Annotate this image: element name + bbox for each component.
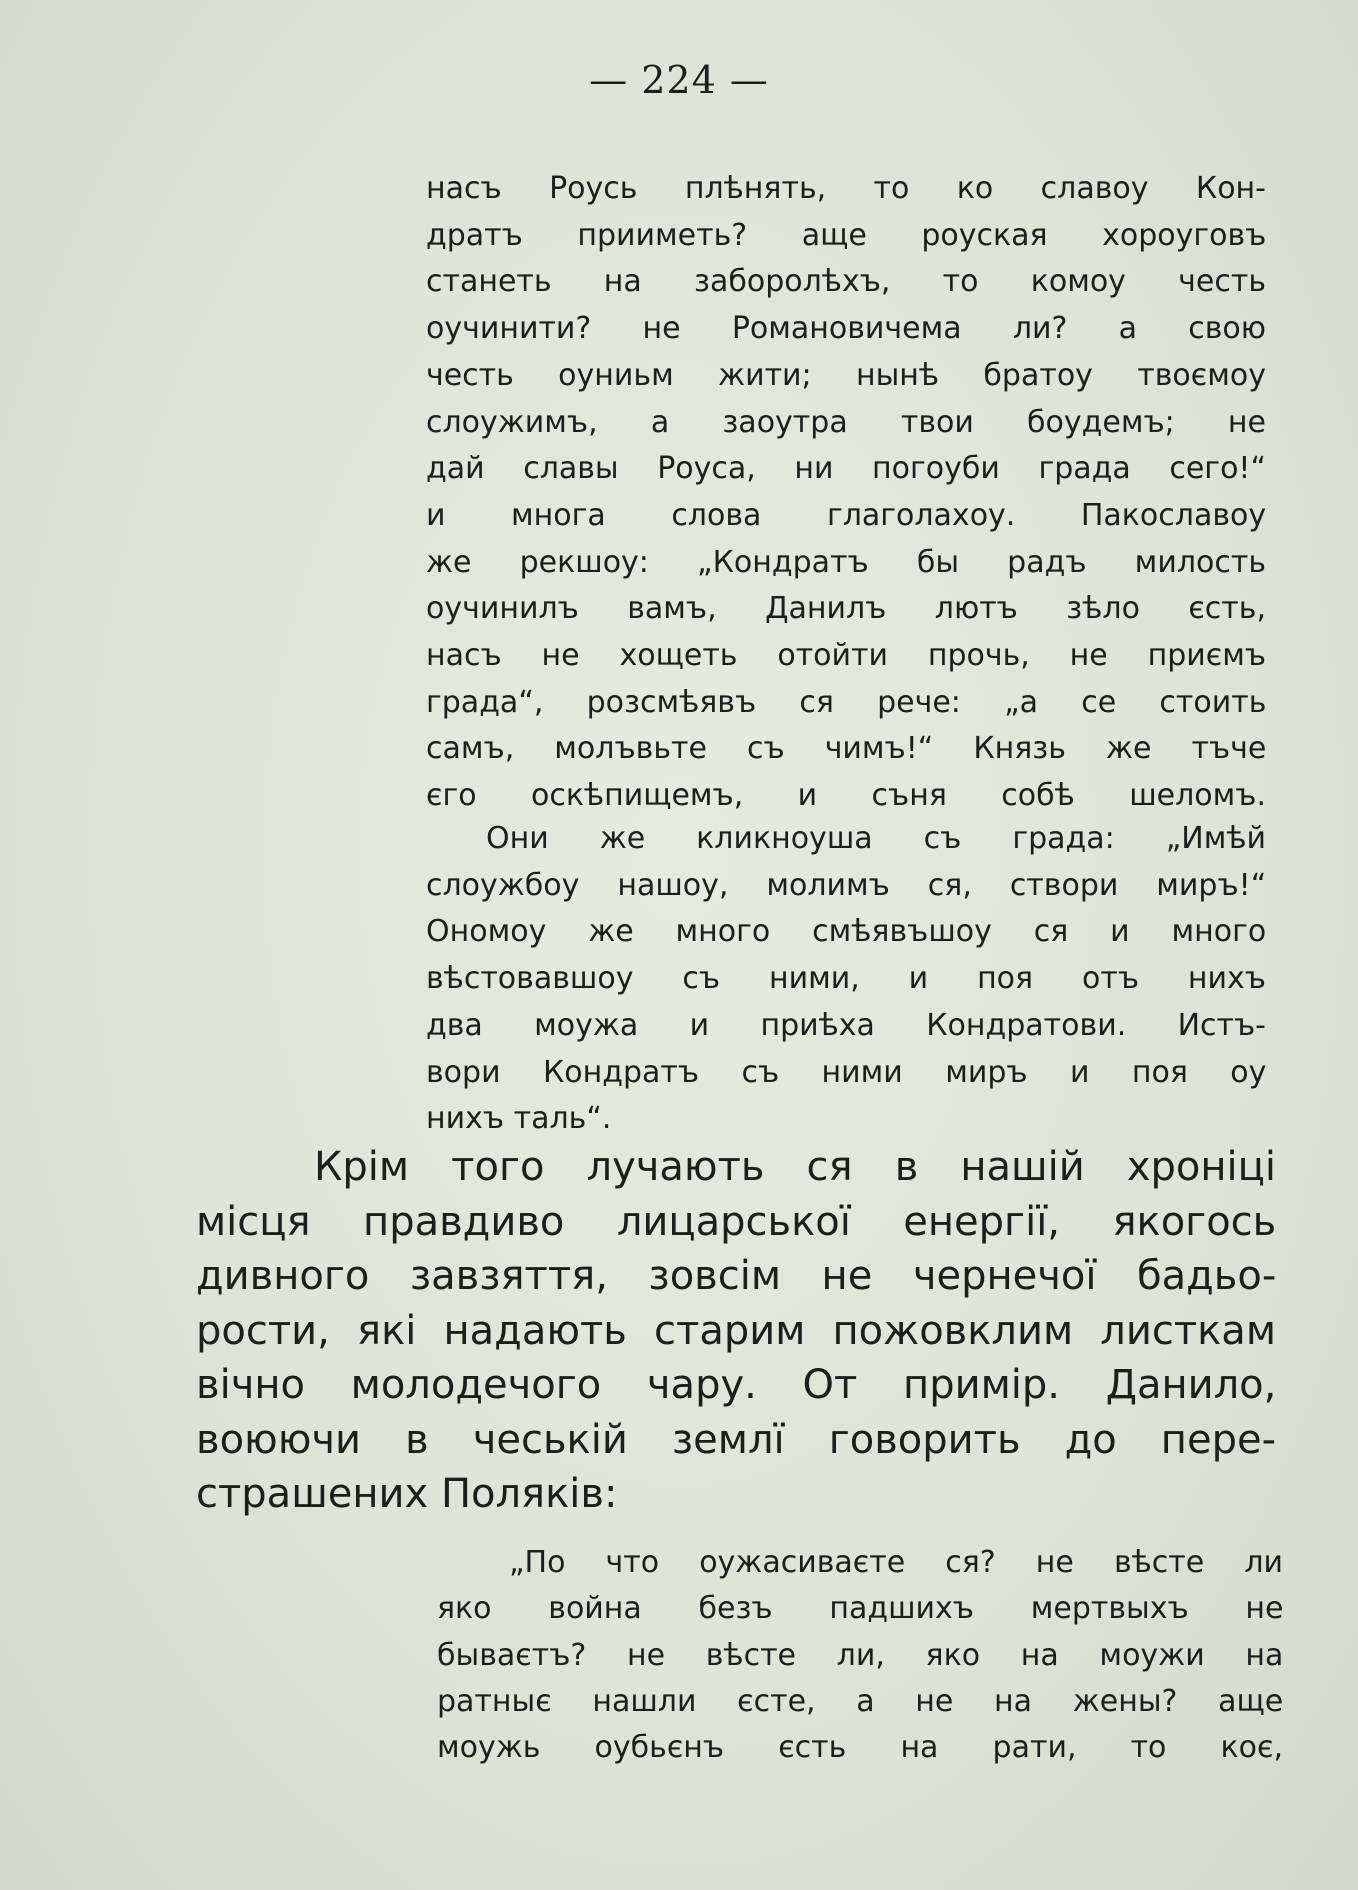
quote-line: слоужимъ, а заоутра твои боудемъ; не xyxy=(426,404,1266,440)
quote-line: насъ Роусь плѣнять, то ко славоу Кон- xyxy=(426,171,1266,206)
quote-line: же рекшоу: „Кондратъ бы радъ милость xyxy=(426,544,1266,580)
body-line: дивного завзяття, зовсім не чернечої бадьо- xyxy=(196,1253,1277,1299)
quote-line: станеть на заборолѣхъ, то комоу честь xyxy=(426,264,1266,300)
chronicle-quote-paragraph-3 xyxy=(437,1540,1283,1771)
quote-line: два моужа и приѣха Кондратови. Истъ- xyxy=(426,1007,1266,1043)
quote-line: оучинити? не Романовичема ли? а свою xyxy=(426,311,1266,347)
body-line: рости, які надають старим пожовклим листкам xyxy=(196,1307,1276,1354)
quote-line: нихъ таль“. xyxy=(426,1101,612,1137)
quote-line: дай славы Роуса, ни погоуби града сего!“ xyxy=(426,451,1266,487)
body-line: воюючи в чеській землї говорить до пере- xyxy=(196,1416,1276,1463)
quote-line: Ономоу же много смѣявъшоу ся и много xyxy=(426,914,1267,950)
quote-line: града“, розсмѣявъ ся рече: „а се стоить xyxy=(426,684,1267,720)
chronicle-quote-paragraph-1 xyxy=(426,166,1266,820)
quote-line: насъ не хощеть отойти прочь, не приємъ xyxy=(426,638,1267,674)
quote-line: оучинилъ вамъ, Данилъ лютъ зѣло єсть, xyxy=(426,591,1266,627)
chronicle-quote-paragraph-2 xyxy=(426,816,1266,1143)
quote-line: слоужбоу нашоу, молимъ ся, створи миръ!“ xyxy=(426,867,1267,903)
body-line: Крім того лучають ся в нашій хроніці xyxy=(314,1144,1276,1190)
quote-line: вѣстовавшоу съ ними, и поя отъ нихъ xyxy=(426,961,1266,997)
commentary-paragraph xyxy=(196,1140,1276,1522)
quote-line: „По что оужасиваєте ся? не вѣсте ли xyxy=(509,1545,1283,1580)
body-line: вічно молодечого чару. От примір. Данило, xyxy=(196,1362,1277,1408)
quote-line: и многа слова глаголахоу. Пакославоу xyxy=(426,497,1267,533)
quote-line: вори Кондратъ съ ними миръ и поя оу xyxy=(426,1054,1267,1090)
quote-line: Они же кликноуша съ града: „Имѣй xyxy=(486,821,1266,856)
body-line: місця правдиво лицарської енергії, якогось xyxy=(196,1198,1277,1245)
quote-line: єго оскѣпищемъ, и съня собѣ шеломъ. xyxy=(426,778,1266,814)
quote-line: бываєтъ? не вѣсте ли, яко на моужи на xyxy=(437,1637,1284,1673)
quote-line: яко война безъ падшихъ мертвыхъ не xyxy=(437,1591,1284,1627)
quote-line: ратныє нашли єсте, а не на жены? аще xyxy=(437,1683,1284,1719)
quote-line: дратъ прииметь? аще роуская хороуговъ xyxy=(426,217,1267,253)
quote-line: самъ, молъвьте съ чимъ!“ Князь же тъче xyxy=(426,731,1267,767)
page-number: — 224 — xyxy=(589,58,769,102)
quote-line: моужь оубьєнъ єсть на рати, то коє, xyxy=(437,1730,1283,1766)
body-line: страшених Поляків: xyxy=(196,1471,618,1517)
quote-line: честь оуниьм жити; нынѣ братоу твоємоу xyxy=(426,357,1266,393)
